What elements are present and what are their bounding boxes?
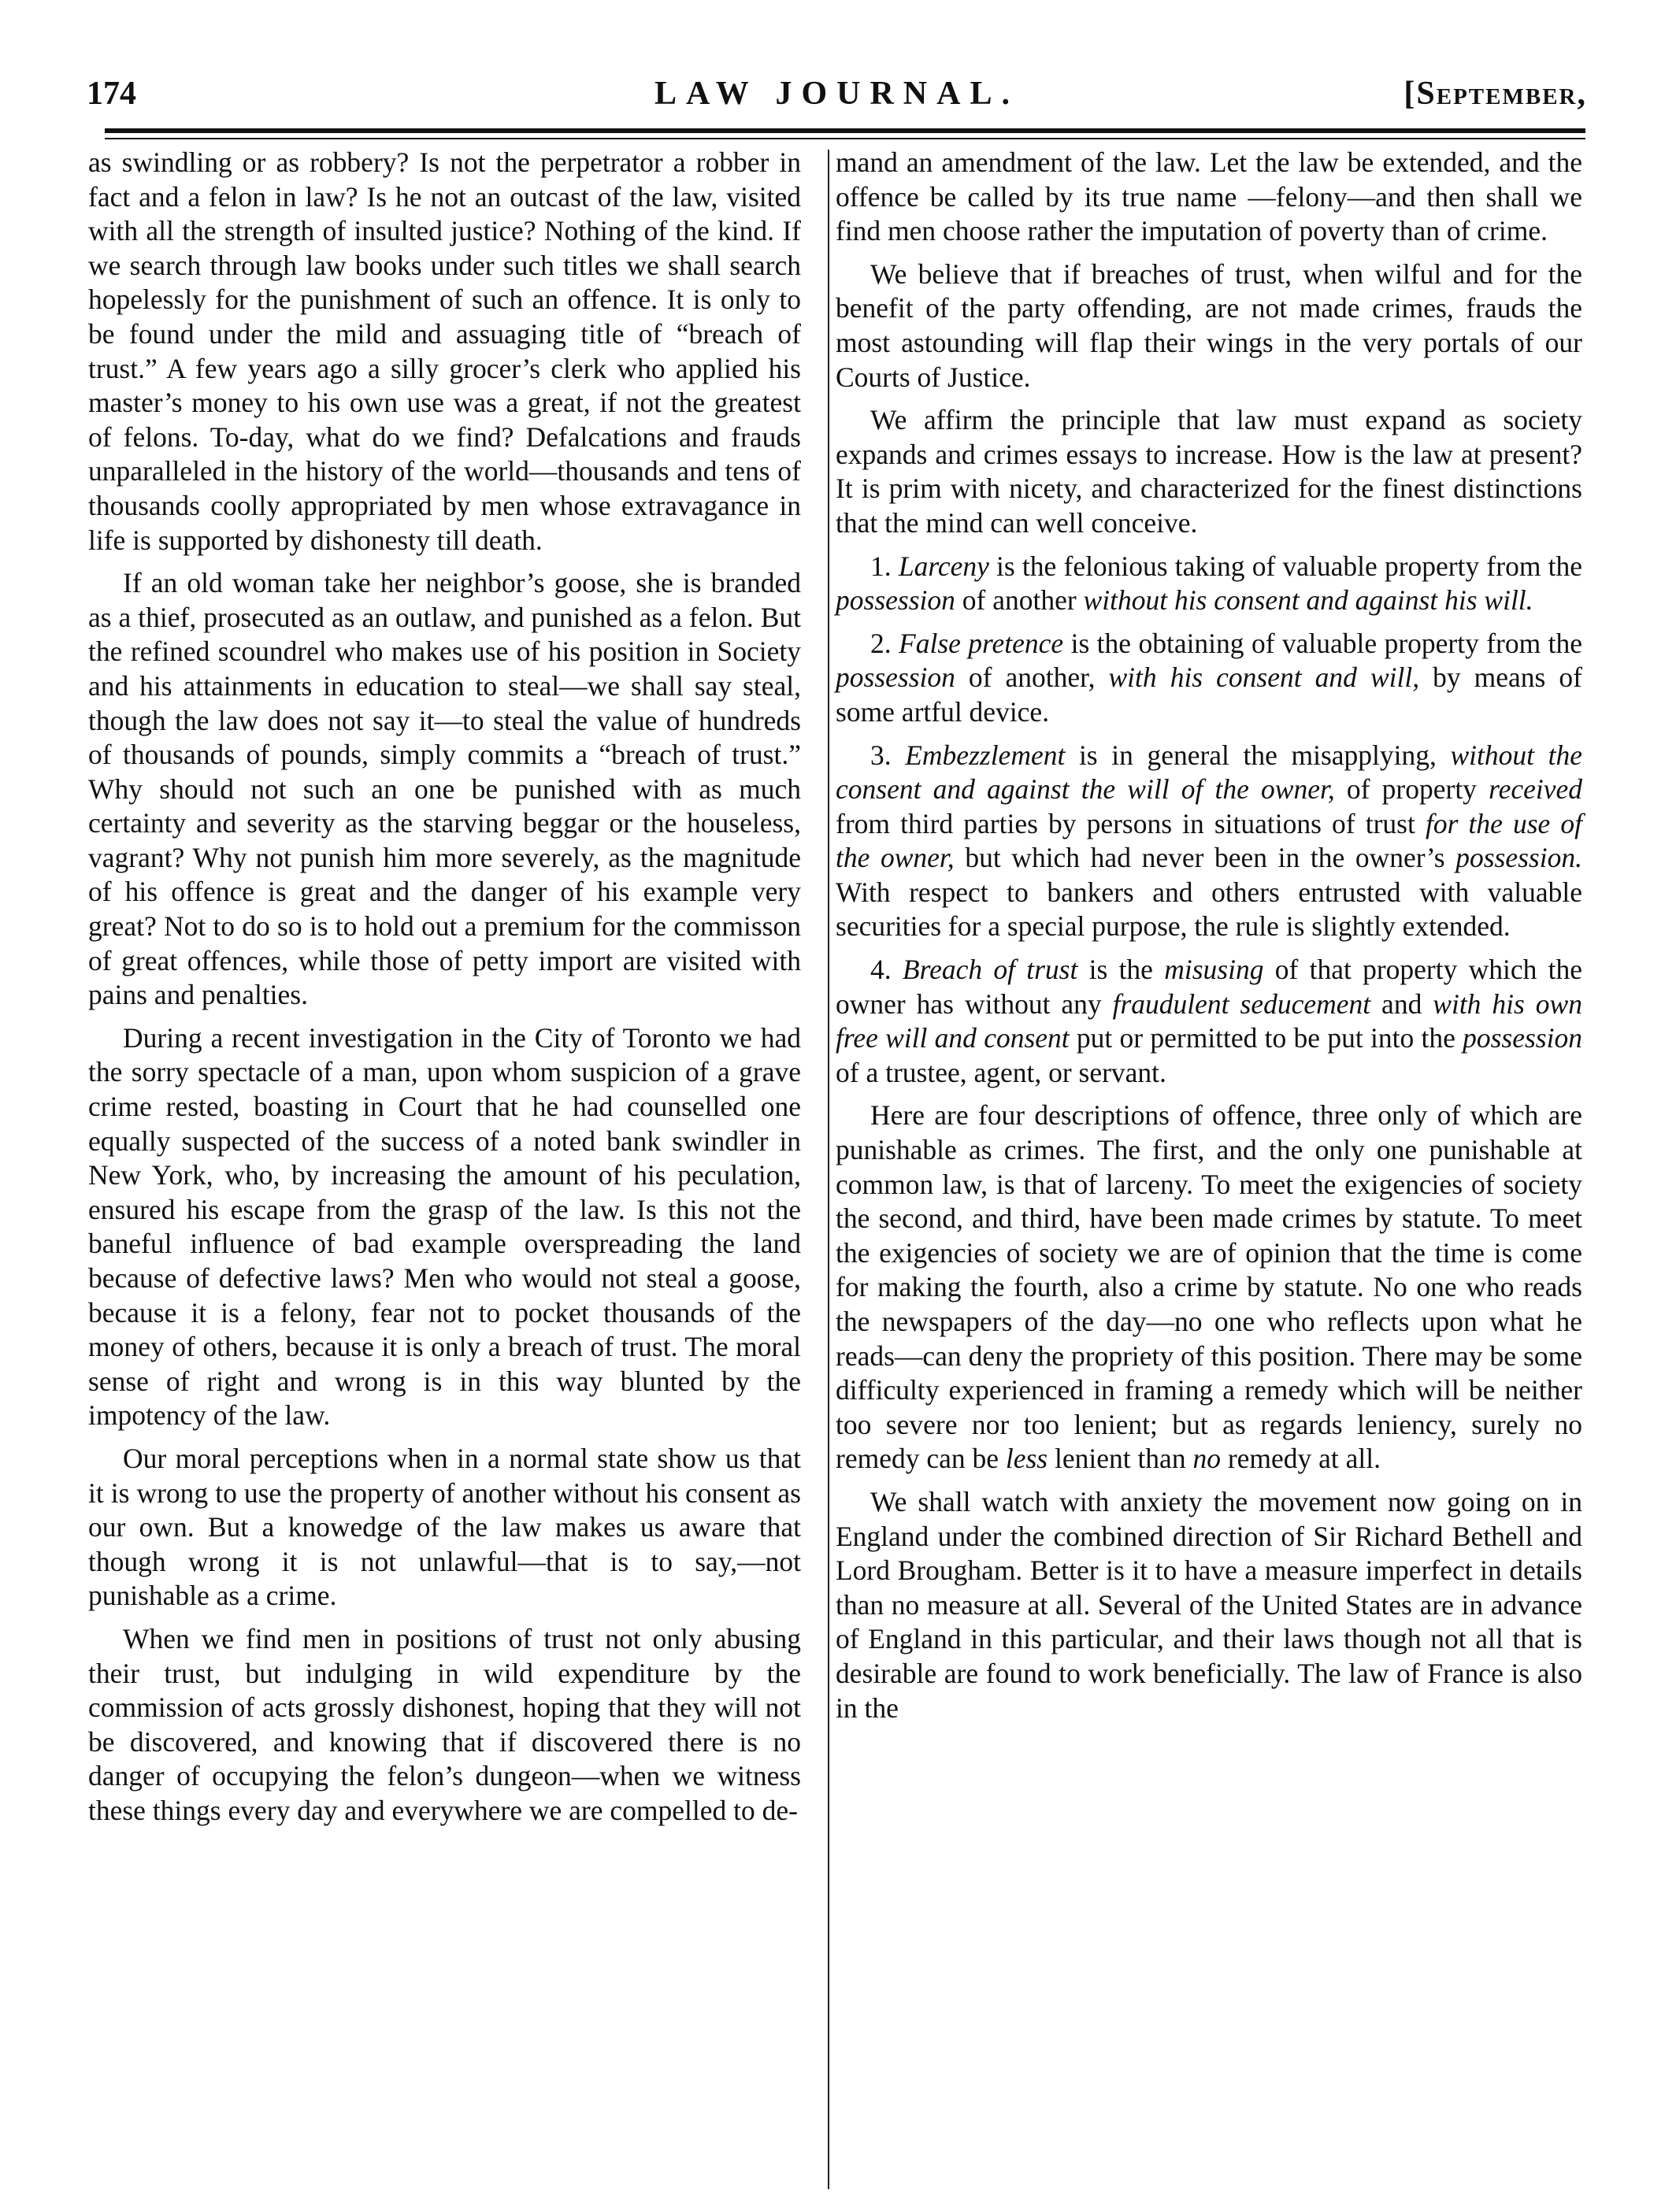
paragraph-text: lenient than (1048, 1443, 1193, 1475)
definition-emphasis: misusing (1164, 954, 1264, 986)
definition-embezzlement (836, 739, 1582, 945)
left-column (88, 146, 801, 1837)
definition-term: False pretence (899, 627, 1064, 659)
paragraph-text: Here are four descriptions of offence, three only of which are punishable as crimes. The first, and the only one punishable at common law, is that of larceny. To meet the exigencies of society the second, and third, have been made crimes by statute. To meet the exigencies of society we are of opinion that the time is come for making the fourth, also a crime by statute. No one who reads the newspapers of the day—no one who reflects upon what he reads—can deny the propriety of this position. There may be some difficulty experienced in framing a remedy which will be neither too severe nor too lenient; but as regards leniency, surely no remedy can be (836, 1099, 1582, 1475)
definition-emphasis: received (1489, 773, 1583, 806)
paragraph: During a recent investigation in the City of Toronto we had the sorry spectacle of a man, upon whom suspicion of a grave crime rested, boasting in Court that he had counselled one equally suspected of the success of a noted bank swindler in New York, who, by increasing the amount of his peculation, ensured his escape from the grasp of the law. Is this not the baneful influence of bad example overspreading the land because of defective laws? Men who would not steal a goose, because it is a felony, fear not to pocket thousands of the money of others, because it is only a breach of trust. The moral sense of right and wrong is in this way blunted by the impotency of the law. (88, 1021, 801, 1432)
definition-number: 2. (870, 627, 892, 659)
definition-emphasis: fraudulent seducement (1112, 987, 1371, 1020)
definition-term: Larceny (898, 550, 989, 582)
definition-false-pretence (836, 627, 1582, 730)
definition-number: 4. (870, 954, 892, 986)
definition-emphasis: without the consent and against the will of the owner, (836, 739, 1582, 806)
definition-emphasis: possession (1463, 1022, 1582, 1054)
definition-emphasis: with his consent and will, (1108, 661, 1420, 694)
paragraph: We believe that if breaches of trust, when wilful and for the benefit of the party offending, are not made crimes, frauds the most astounding will flap their wings in the very portals of our Courts of Justice. (836, 258, 1582, 393)
definition-text: of another (955, 584, 1084, 617)
paragraph: We shall watch with anxiety the movement now going on in England under the combined direction of Sir Richard Bethell and Lord Brougham. Better is it to have a measure imperfect in details than no measure at all. Several of the United States are in advance of England in this particular, and their laws though not all that is desirable are found to work beneficially. The law of France is also in the (836, 1485, 1582, 1724)
definition-text: With respect to bankers and others entrusted with valuable securities for a special purpose, the rule is slightly extended. (836, 876, 1582, 943)
definition-emphasis: possession. (1455, 842, 1582, 874)
definition-term: Breach of trust (902, 954, 1078, 986)
running-header (87, 75, 1587, 122)
definition-text: from third parties by persons in situations of trust (836, 807, 1426, 839)
paragraph: mand an amendment of the law. Let the law be extended, and the offence be called by its true name —felony—and then shall we find men choose rather the imputation of poverty than of crime. (836, 146, 1582, 247)
definition-text: is the (1077, 954, 1165, 986)
definition-text: is the felonious taking of valuable property from the (988, 550, 1583, 582)
definition-number: 3. (870, 739, 892, 771)
definition-emphasis: possession (836, 584, 955, 617)
definition-text: put or permitted to be put into the (1069, 1022, 1463, 1054)
paragraph: We affirm the principle that law must expand as society expands and crimes essays to increase. How is the law at present? It is prim with nicety, and characterized for the finest distinctions that the mind can well conceive. (836, 404, 1582, 539)
definition-text: of a trustee, agent, or servant. (836, 1056, 1166, 1088)
paragraph-four-descriptions (836, 1099, 1582, 1477)
definition-text: and (1370, 987, 1433, 1020)
definition-larceny (836, 550, 1582, 618)
definition-text: of that property which the owner has without any (836, 954, 1582, 1020)
header-rule-thin (105, 138, 1585, 139)
definition-text: is in general the misapplying, (1065, 739, 1451, 771)
paragraph: If an old woman take her neighbor’s goose, she is branded as a thief, prosecuted as an outlaw, and punished as a felon. But the refined scoundrel who makes use of his position in Society and his attainments in education to steal—we shall say steal, though the law does not say it—to steal the value of hundreds of thousands of pounds, simply commits a “breach of trust.” Why should not such an one be punished with as much certainty and severity as the starving beggar or the houseless, vagrant? Why not punish him more severely, as the magnitude of his offence is great and the danger of his example very great? Not to do so is to hold out a premium for the commisson of great offences, while those of petty import are visited with pains and penalties. (88, 567, 801, 1011)
definition-term: Embezzlement (905, 739, 1066, 771)
paragraph: as swindling or as robbery? Is not the perpetrator a robber in fact and a felon in law? Is he not an outcast of the law, visited with all the strength of insulted justice? Nothing of the kind. If we search through law books under such titles we shall search hopelessly for the punishment of such an offence. It is only to be found under the mild and assuaging title of “breach of trust.” A few years ago a silly grocer’s clerk who applied his master’s money to his own use was a great, if not the greatest of felons. To-day, what do we find? Defalcations and frauds unparalleled in the history of the world—thousands and tens of thousands coolly appropriated by men whose extravagance in life is supported by dishonesty till death. (88, 146, 801, 556)
page-number: 174 (87, 76, 136, 112)
paragraph-emphasis: less (1005, 1443, 1048, 1475)
definition-emphasis: with his own free will and consent (836, 987, 1582, 1054)
issue-month: [September, (1403, 76, 1587, 112)
definition-number: 1. (870, 550, 892, 582)
definition-emphasis: possession (836, 661, 955, 694)
header-rule-thick (105, 128, 1585, 133)
definition-breach-of-trust (836, 953, 1582, 1090)
definition-text: of property (1334, 773, 1489, 806)
definition-text: but which had never been in the owner’s (954, 842, 1456, 874)
definition-text: by means of some artful device. (836, 661, 1582, 728)
paragraph: When we find men in positions of trust not only abusing their trust, but indulging in wild expenditure by the commission of acts grossly dishonest, hoping that they will not be discovered, and knowing that if discovered there is no danger of occupying the felon’s dungeon—when we witness these things every day and everywhere we are compelled to de- (88, 1622, 801, 1826)
definition-text: is the obtaining of valuable property from the (1063, 627, 1583, 659)
right-column (836, 146, 1582, 1734)
paragraph-emphasis: no (1192, 1443, 1221, 1475)
definition-emphasis: without his consent and against his will. (1083, 584, 1533, 617)
column-divider (828, 150, 829, 2189)
journal-title: LAW JOURNAL. (654, 76, 1019, 112)
definition-text: of another, (955, 661, 1109, 694)
paragraph: Our moral perceptions when in a normal state show us that it is wrong to use the property of another without his consent as our own. But a knowedge of the law makes us aware that though wrong it is not unlawful—that is to say,—not punishable as a crime. (88, 1442, 801, 1612)
paragraph-text: remedy at all. (1220, 1443, 1381, 1475)
definition-emphasis: for the use of the owner, (836, 807, 1582, 874)
